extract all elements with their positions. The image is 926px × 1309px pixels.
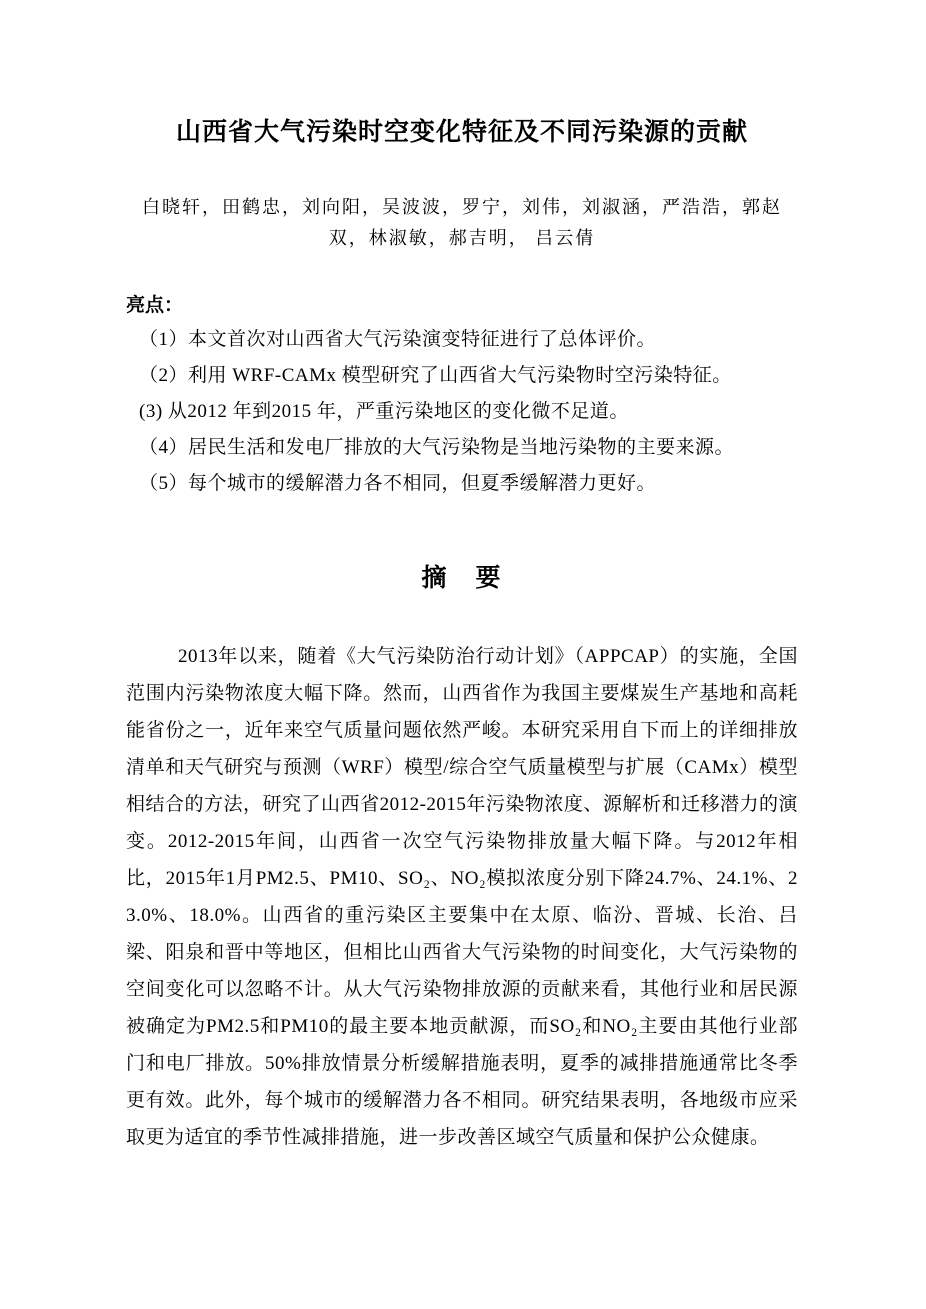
highlight-item-5: （5）每个城市的缓解潜力各不相同，但夏季缓解潜力更好。 xyxy=(139,473,657,494)
highlight-item-3: (3) 从2012 年到2015 年，严重污染地区的变化微不足道。 xyxy=(139,401,629,422)
highlights-list xyxy=(126,330,798,494)
abstract-heading: 摘 要 xyxy=(421,563,503,592)
author-list xyxy=(126,192,798,254)
author-list-line-2: 双，林淑敏，郝吉明， 吕云倩 xyxy=(328,228,596,248)
paper-title: 山西省大气污染时空变化特征及不同污染源的贡献 xyxy=(175,117,748,146)
highlight-item-2: （2）利用 WRF-CAMx 模型研究了山西省大气污染物时空污染特征。 xyxy=(139,365,732,386)
abstract-body: 2013年以来，随着《大气污染防治行动计划》（APPCAP）的实施，全国范围内污染物浓度大幅下降。然而，山西省作为我国主要煤炭生产基地和高耗能省份之一，近年来空气质量问题依然严峻。本研究采用自下而上的详细排放清单和天气研究与预测（WRF）模型/综合空气质量模型与扩展（CAMx）模型相结合的方法，研究了山西省2012-2015年污染物浓度、源解析和迁移潜力的演变。2012-2015年间，山西省一次空气污染物排放量大幅下降。与2012年相比，2015年1月PM2.5、PM10、SO₂、NO₂模拟浓度分别下降24.7%、24.1%、23.0%、18.0%。山西省的重污染区主要集中在太原、临汾、晋城、长治、吕梁、阳泉和晋中等地区，但相比山西省大气污染物的时间变化，大气污染物的空间变化可以忽略不计。从大气污染物排放源的贡献来看，其他行业和居民源被确定为PM2.5和PM10的最主要本地贡献源，而SO₂和NO₂主要由其他行业部门和电厂排放。50%排放情景分析缓解措施表明，夏季的减排措施通常比冬季更有效。此外，每个城市的缓解潜力各不相同。研究结果表明，各地级市应采取更为适宜的季节性减排措施，进一步改善区域空气质量和保护公众健康。 xyxy=(126,646,798,1148)
highlight-item-4: （4）居民生活和发电厂排放的大气污染物是当地污染物的主要来源。 xyxy=(139,437,735,458)
author-list-line-1: 白晓轩，田鹤忠，刘向阳，吴波波，罗宁，刘伟，刘淑涵，严浩浩，郭赵 xyxy=(142,197,782,217)
highlight-item-1: （1）本文首次对山西省大气污染演变特征进行了总体评价。 xyxy=(139,329,657,350)
highlights-heading: 亮点： xyxy=(126,294,184,316)
